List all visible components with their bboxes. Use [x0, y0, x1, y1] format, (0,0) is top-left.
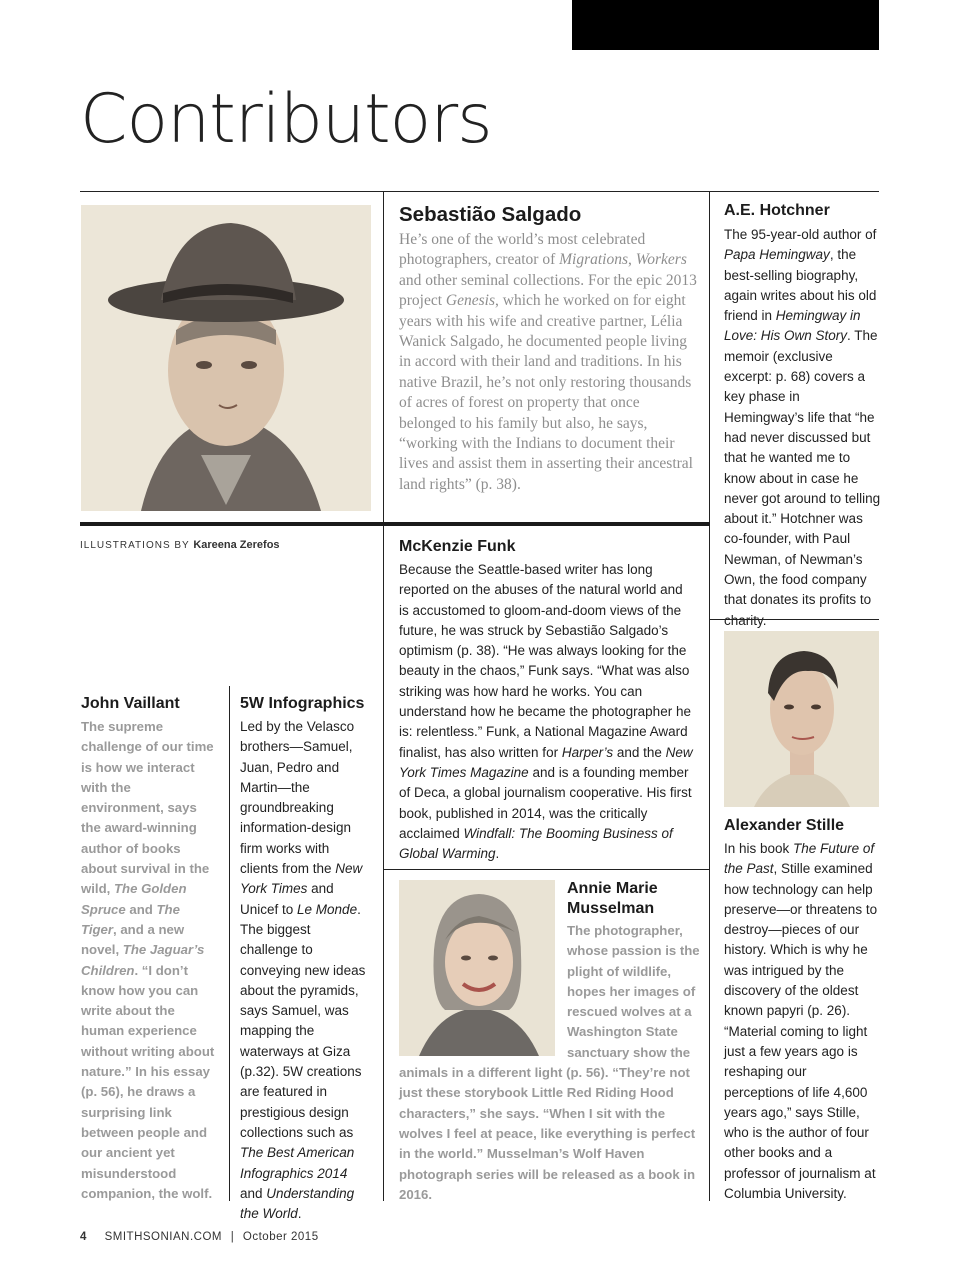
musselman-float-spacer	[399, 921, 567, 1063]
credit-name: Kareena Zerefos	[193, 539, 280, 551]
column-divider-small	[229, 686, 230, 1201]
column-divider-left	[383, 191, 384, 1201]
thick-rule	[80, 522, 710, 526]
stille-name: Alexander Stille	[724, 817, 845, 834]
funk-name: McKenzie Funk	[399, 538, 516, 555]
column-divider-right	[709, 191, 710, 1201]
musselman-name: Annie Marie Musselman	[567, 880, 658, 917]
infographics-bio: Led by the Velasco brothers—Samuel, Juan, Pedro and Martin—the groundbreaking information-design firm works with clients from the New York Times and Unicef to Le Monde. The biggest challenge to conveying new ideas about the pyramids, says Samuel, was mapping the waterways at Giza (p.32). 5W creations are featured in prestigious design collections such as The Best American Infographics 2014 and Understanding the World.	[240, 719, 366, 1222]
page-footer	[80, 1231, 319, 1243]
funk-bio: Because the Seattle-based writer has long reported on the abuses of the natural world and is accustomed to gloom-and-doom views of the future, he was struck by Sebastião Salgado’s optimism (p. 38). “He was always looking for the beauty in the chaos,” Funk says. “What was also striking was how hard he works. You can understand how he became the photographer he is: relentless.” Funk, a National Magazine Award finalist, has also written for Harper’s and the New York Times Magazine and is a founding member of Deca, a global journalism cooperative. His first book, published in 2014, was the critically acclaimed Windfall: The Booming Business of Global Warming.	[399, 562, 693, 862]
salgado-name: Sebastião Salgado	[399, 203, 582, 226]
hotchner-bio: The 95-year-old author of Papa Hemingway, the best-selling biography, again writes about his old friend in Hemingway in Love: His Own Story. The memoir (exclusive excerpt: p. 68) covers a key phase in Hemingway’s life that “he had never discussed but that he wanted me to know about in case he never got around to telling about it.” Hotchner was co-founder, with Paul Newman, of Newman’s Own, the food company that donates its profits to charity.	[724, 227, 881, 628]
top-black-bar	[572, 0, 879, 50]
footer-date: October 2015	[242, 1231, 319, 1243]
illustration-credit	[80, 539, 280, 551]
page-title: Contributors	[80, 80, 492, 159]
musselman-bio: The photographer, whose passion is the plight of wildlife, hopes her images of rescued wolves at a Washington State sanctuary show the animals in a different light (p. 56). “They’re not just these storybook Little Red Riding Hood characters,” she says. “When I sit with the wolves I feel at peace, like everything is perfect in the world.” Musselman’s Wolf Haven photograph series will be released as a book in 2016.	[399, 923, 700, 1202]
credit-prefix: ILLUSTRATIONS BY	[80, 540, 190, 551]
stille-bio: In his book The Future of the Past, Stille examined how technology can help preserve—or threatens to destroy—pieces of our history. Which is why he was intrigued by the discovery of the oldest known papyri (p. 26). “Material coming to light just a few years ago is reshaping our perceptions of life 4,600 years ago,” says Stille, who is the author of four other books and a professor of journalism at Columbia University.	[724, 841, 878, 1202]
footer-separator: |	[230, 1231, 235, 1243]
salgado-portrait	[81, 205, 371, 511]
footer-site: SMITHSONIAN.COM	[104, 1231, 222, 1243]
hotchner-name: A.E. Hotchner	[724, 202, 830, 219]
page-number: 4	[80, 1231, 87, 1243]
salgado-bio: He’s one of the world’s most celebrated photographers, creator of Migrations, Workers and other seminal collections. For the epic 2013 project Genesis, which he worked on for eight years with his wife and creative partner, Lélia Wanick Salgado, he documented people living in accord with their land and traditions. In his native Brazil, he’s not only restoring thousands of acres of forest on property that once belonged to his family but also, he says, “working with the Indians to document their lives and assist them in asserting their ancestral land rights” (p. 38).	[399, 231, 697, 493]
infographics-name: 5W Infographics	[240, 695, 365, 712]
vaillant-bio: The supreme challenge of our time is how we interact with the environment, says the award-winning author of books about survival in the wild, The Golden Spruce and The Tiger, and a new novel, The Jaguar’s Children. “I don’t know how you can write about the human experience without writing about nature.” In his essay (p. 56), he draws a surprising link between people and our ancient yet misunderstood companion, the wolf.	[81, 719, 215, 1201]
vaillant-name: John Vaillant	[81, 695, 180, 712]
stille-portrait	[724, 631, 879, 807]
funk-bottom-rule	[383, 869, 710, 870]
header-rule	[80, 191, 879, 192]
